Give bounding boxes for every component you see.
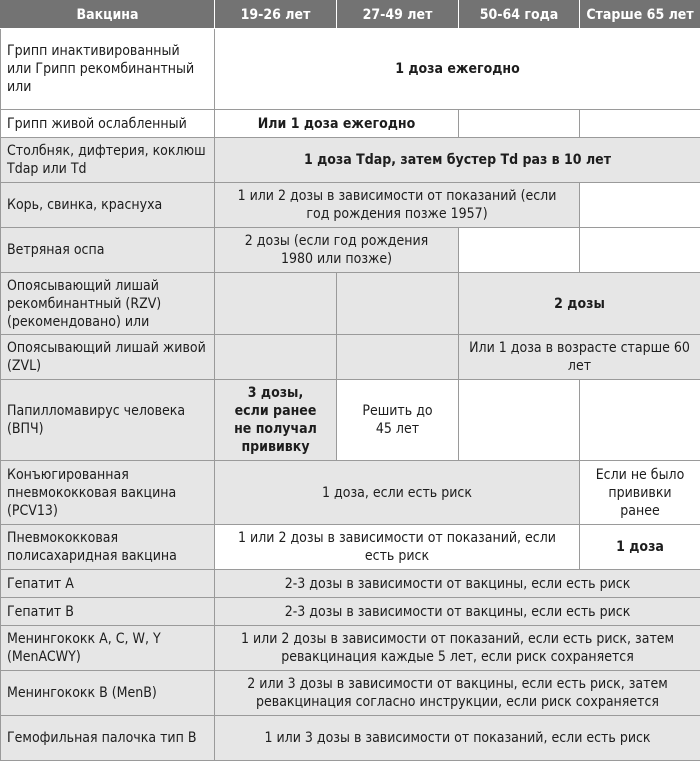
vaccine-name: Гепатит A (1, 570, 215, 598)
table-row (1, 29, 700, 110)
empty-cell (215, 335, 337, 380)
header-vaccine: Вакцина (1, 1, 215, 29)
table-row (1, 570, 700, 598)
dose-cell: 1 или 2 дозы в зависимости от показаний (если год рождения позже 1957) (215, 183, 580, 228)
dose-cell: 3 дозы, если ранее не получал прививку (215, 380, 337, 461)
dose-cell: 1 доза (580, 525, 700, 570)
dose-cell: 2 дозы (если год рождения 1980 или позже) (215, 228, 459, 273)
table-row (1, 110, 700, 138)
vaccine-name: Столбняк, дифтерия, коклюш Tdap или Td (1, 138, 215, 183)
empty-cell (337, 273, 459, 335)
vaccine-name: Корь, свинка, краснуха (1, 183, 215, 228)
table-row (1, 138, 700, 183)
dose-cell: 1 доза ежегодно (215, 29, 700, 110)
dose-cell: Или 1 доза ежегодно (215, 110, 459, 138)
vaccine-name: Гемофильная палочка тип B (1, 716, 215, 761)
vaccine-name: Менингококк A, C, W, Y (MenACWY) (1, 626, 215, 671)
empty-cell (337, 335, 459, 380)
vaccine-name: Конъюгированная пневмококковая вакцина (PCV13) (1, 461, 215, 525)
dose-cell: 2-3 дозы в зависимости от вакцины, если есть риск (215, 570, 700, 598)
empty-cell (580, 183, 700, 228)
dose-cell: 1 доза Tdap, затем бустер Td раз в 10 лет (215, 138, 700, 183)
header-age-50-64: 50-64 года (459, 1, 580, 29)
dose-cell: 2-3 дозы в зависимости от вакцины, если есть риск (215, 598, 700, 626)
empty-cell (215, 273, 337, 335)
table-row (1, 183, 700, 228)
vaccine-name: Грипп живой ослабленный (1, 110, 215, 138)
dose-cell: Решить до 45 лет (337, 380, 459, 461)
vaccine-name: Ветряная оспа (1, 228, 215, 273)
vaccine-name: Менингококк B (MenB) (1, 671, 215, 716)
table-row (1, 626, 700, 671)
table-row (1, 380, 700, 461)
table-row (1, 335, 700, 380)
empty-cell (580, 228, 700, 273)
vaccine-name: Папилломавирус человека (ВПЧ) (1, 380, 215, 461)
dose-cell: 2 дозы (459, 273, 700, 335)
empty-cell (459, 380, 580, 461)
header-row (1, 1, 700, 29)
table-row (1, 461, 700, 525)
table-row (1, 598, 700, 626)
dose-cell: 1 или 2 дозы в зависимости от показаний, если есть риск (215, 525, 580, 570)
vaccine-name: Опоясывающий лишай рекомбинантный (RZV) (рекомендовано) или (1, 273, 215, 335)
empty-cell (459, 228, 580, 273)
dose-cell: 1 или 2 дозы в зависимости от показаний, если есть риск, затем ревакцинация каждые 5 лет, если риск сохраняется (215, 626, 700, 671)
header-age-65-plus: Старше 65 лет (580, 1, 700, 29)
empty-cell (580, 380, 700, 461)
dose-cell: 2 или 3 дозы в зависимости от вакцины, если есть риск, затем ревакцинация согласно инструкции, если риск сохраняется (215, 671, 700, 716)
vaccine-name: Гепатит B (1, 598, 215, 626)
header-age-19-26: 19-26 лет (215, 1, 337, 29)
dose-cell: Если не было прививки ранее (580, 461, 700, 525)
vaccine-name: Грипп инактивированный или Грипп рекомбинантный или (1, 29, 215, 110)
dose-cell: 1 или 3 дозы в зависимости от показаний, если есть риск (215, 716, 700, 761)
table-row (1, 716, 700, 761)
vaccine-name: Пневмококковая полисахаридная вакцина (1, 525, 215, 570)
table-row (1, 228, 700, 273)
header-age-27-49: 27-49 лет (337, 1, 459, 29)
table-row (1, 671, 700, 716)
dose-cell: 1 доза, если есть риск (215, 461, 580, 525)
table-row (1, 273, 700, 335)
table-row (1, 525, 700, 570)
vaccine-name: Опоясывающий лишай живой (ZVL) (1, 335, 215, 380)
empty-cell (580, 110, 700, 138)
dose-cell: Или 1 доза в возрасте старше 60 лет (459, 335, 700, 380)
empty-cell (459, 110, 580, 138)
